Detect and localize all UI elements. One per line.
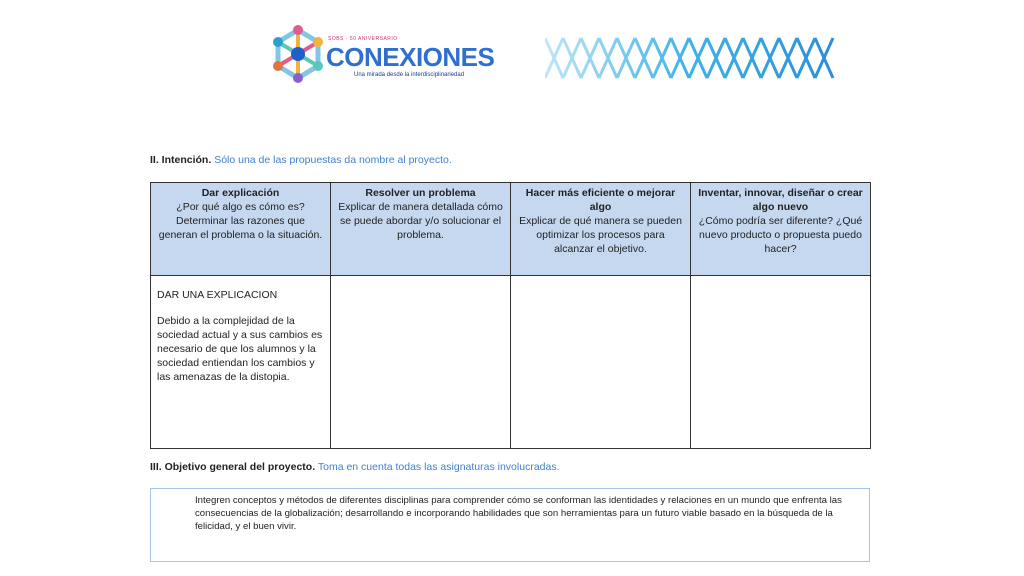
hexagon-network-icon <box>270 24 326 90</box>
section-instruction: Sólo una de las propuestas da nombre al proyecto. <box>214 154 452 166</box>
table-header-row <box>151 183 871 276</box>
answer-title: DAR UNA EXPLICACION <box>157 289 278 301</box>
answer-cell-inventar[interactable] <box>691 276 871 449</box>
logo-tagline-top: SOBS · 50 ANIVERSARIO <box>328 36 398 42</box>
answer-cell-resolver[interactable] <box>331 276 511 449</box>
header-cell-eficiente <box>511 183 691 276</box>
answer-cell-explicacion[interactable] <box>151 276 331 449</box>
header-cell-resolver <box>331 183 511 276</box>
section-number: III. Objetivo general del proyecto. <box>150 461 316 473</box>
header-desc: Explicar de qué manera se pueden optimizar los procesos para alcanzar el objetivo. <box>519 215 682 255</box>
header-desc: ¿Cómo podría ser diferente? ¿Qué nuevo producto o propuesta puedo hacer? <box>698 215 863 255</box>
header-cell-explicacion <box>151 183 331 276</box>
decorative-chain-banner <box>545 30 841 86</box>
header-title: Inventar, innovar, diseñar o crear algo nuevo <box>698 187 863 213</box>
header-cell-inventar <box>691 183 871 276</box>
header-title: Hacer más eficiente o mejorar algo <box>525 187 676 213</box>
logo-tagline: Una mirada desde la interdisciplinariedad <box>354 72 465 78</box>
objective-text-box[interactable] <box>150 488 870 562</box>
header-title: Dar explicación <box>201 187 280 199</box>
section-objetivo-title <box>150 461 560 473</box>
header-desc: Explicar de manera detallada cómo se puede abordar y/o solucionar el problema. <box>338 201 503 241</box>
section-intencion-title <box>150 154 452 166</box>
header-title: Resolver un problema <box>365 187 476 199</box>
intencion-table <box>150 182 871 449</box>
logo-brand: CONEXIONES <box>326 42 495 72</box>
objective-text: Integren conceptos y métodos de diferentes disciplinas para comprender cómo se conforman las identidades y relaciones en un mundo que enfrenta las consecuencias de la globalización; desarrollando e incorporando habilidades que son herramientas para un futuro viable basado en la búsqueda de la felicidad, y el buen vivir. <box>195 495 842 532</box>
section-number: II. Intención. <box>150 154 212 166</box>
answer-text: Debido a la complejidad de la sociedad actual y a sus cambios es necesario de que los alumnos y la sociedad entiendan los cambios y las amenazas de la distopia. <box>157 315 323 383</box>
conexiones-logo <box>270 24 495 90</box>
section-instruction: Toma en cuenta todas las asignaturas involucradas. <box>317 461 560 473</box>
header-desc: ¿Por qué algo es cómo es? Determinar las razones que generan el problema o la situación. <box>158 201 323 241</box>
answer-cell-eficiente[interactable] <box>511 276 691 449</box>
table-answer-row <box>151 276 871 449</box>
